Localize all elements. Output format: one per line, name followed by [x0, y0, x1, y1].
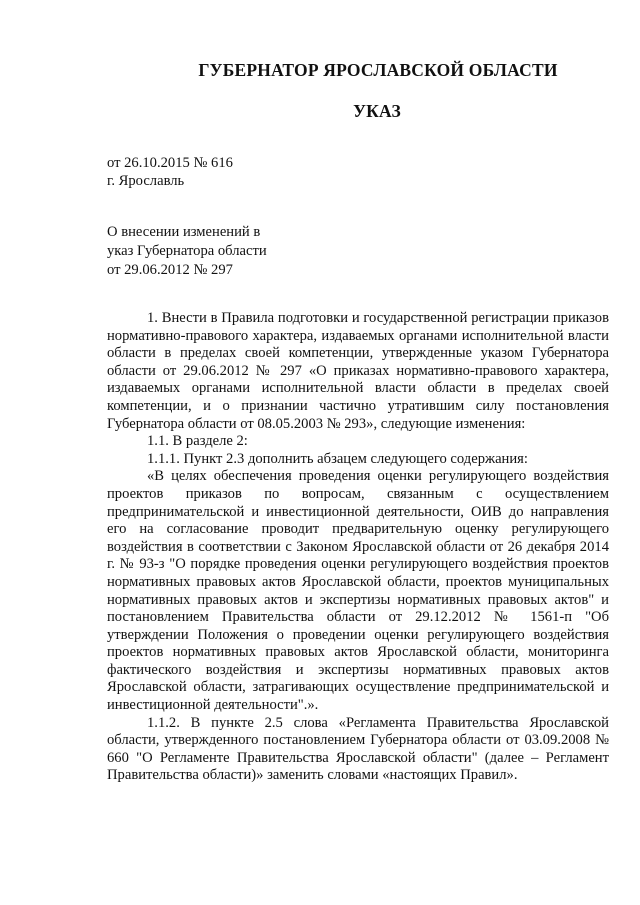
body-paragraph: 1.1.2. В пункте 2.5 слова «Регламента Правительства Ярославской области, утвержденного постановлением Губернатора области от 03.09.2008 № 660 "О Регламенте Правительства Ярославской области" (далее – Регламент Правительства области)» заменить словами «настоящих Правил». — [107, 714, 609, 784]
subject-line: указ Губернатора области — [107, 243, 267, 259]
body-paragraph: «В целях обеспечения проведения оценки регулирующего воздействия проектов приказов по вопросам, связанным с осуществлением предпринимательской и инвестиционной деятельности, ОИВ до направления его на согласование проводит предварительную оценку регулирующего воздействия в соответствии с Законом Ярославской области от 26 декабря 2014 г. № 93-з "О порядке проведения оценки регулирующего воздействия проектов нормативных правовых актов Ярославской области, проектов муниципальных нормативных правовых актов и экспертизы нормативных правовых актов" и постановлением Правительства области от 29.12.2012 № 1561-п "Об утверждении Положения о проведении оценки регулирующего воздействия проектов нормативных правовых актов Ярославской области, мониторинга фактического воздействия и экспертизы нормативных правовых актов Ярославской области, затрагивающих осуществление предпринимательской и инвестиционной деятельности".». — [107, 468, 609, 714]
body-paragraph: 1. Внести в Правила подготовки и государственной регистрации приказов нормативно-правового характера, издаваемых органами исполнительной власти области в пределах своей компетенции, утвержденные указом Губернатора области от 29.06.2012 № 297 «О приказах нормативно-правового характера, издаваемых органами исполнительной власти области в пределах своей компетенции, и о признании частично утратившим силу постановления Губернатора области от 08.05.2003 № 293», следующие изменения: — [107, 310, 609, 432]
body-paragraph: 1.1.1. Пункт 2.3 дополнить абзацем следующего содержания: — [147, 450, 528, 467]
subject-line: О внесении изменений в — [107, 224, 261, 240]
subject-line: от 29.06.2012 № 297 — [107, 262, 233, 278]
governor-title: ГУБЕРНАТОР ЯРОСЛАВСКОЙ ОБЛАСТИ — [198, 60, 558, 80]
document-date-number: от 26.10.2015 № 616 — [107, 155, 233, 171]
document-city: г. Ярославль — [107, 173, 185, 189]
document-subject — [107, 224, 267, 281]
body-paragraph: 1.1. В разделе 2: — [147, 433, 248, 450]
document-body — [107, 310, 609, 785]
document-type-title: УКАЗ — [353, 101, 401, 121]
